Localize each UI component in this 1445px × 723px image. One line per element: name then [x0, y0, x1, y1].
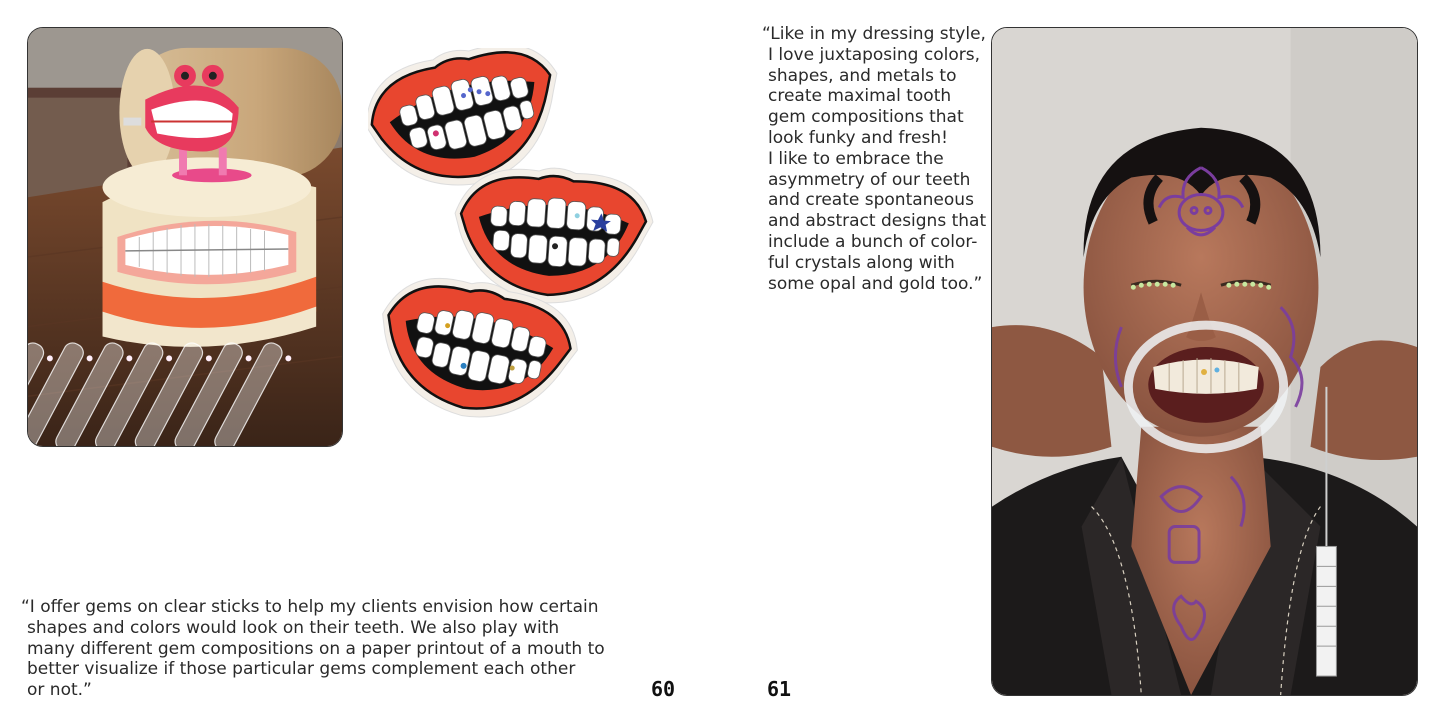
right-quote — [762, 24, 988, 294]
quote-line: look funky and fresh! — [768, 127, 948, 148]
left-page — [0, 0, 722, 723]
quote-line: some opal and gold too.” — [768, 273, 983, 294]
portrait-photo — [991, 27, 1418, 696]
quote-line: better visualize if those particular gems complement each other — [27, 659, 576, 680]
mouth-printouts-illustration — [368, 48, 670, 426]
quote-line: “Like in my dressing style, — [762, 24, 986, 44]
quote-line: include a bunch of color- — [768, 231, 978, 252]
portrait-illustration — [992, 28, 1417, 695]
mouth-printouts — [368, 48, 670, 426]
quote-line: shapes and colors would look on their teeth. We also play with — [27, 617, 560, 638]
page-number-right: 61 — [767, 677, 792, 701]
quote-line: I like to embrace the — [768, 148, 944, 169]
quote-line: or not.” — [27, 680, 92, 701]
quote-line: ful crystals along with — [768, 252, 955, 273]
left-quote — [21, 597, 605, 701]
quote-line: and abstract designs that — [768, 211, 987, 232]
quote-line: asymmetry of our teeth — [768, 169, 971, 190]
quote-line: create maximal tooth — [768, 86, 952, 107]
dental-model-illustration — [28, 28, 342, 446]
quote-line: “I offer gems on clear sticks to help my clients envision how certain — [21, 597, 599, 617]
quote-line: and create spontaneous — [768, 190, 974, 211]
quote-line: I love juxtaposing colors, — [768, 44, 980, 65]
quote-line: gem compositions that — [768, 107, 964, 128]
page-number-left: 60 — [651, 677, 676, 701]
quote-line: many different gem compositions on a paper printout of a mouth to — [27, 638, 605, 659]
right-page — [722, 0, 1445, 723]
dental-model-photo — [27, 27, 343, 447]
quote-line: shapes, and metals to — [768, 65, 957, 86]
